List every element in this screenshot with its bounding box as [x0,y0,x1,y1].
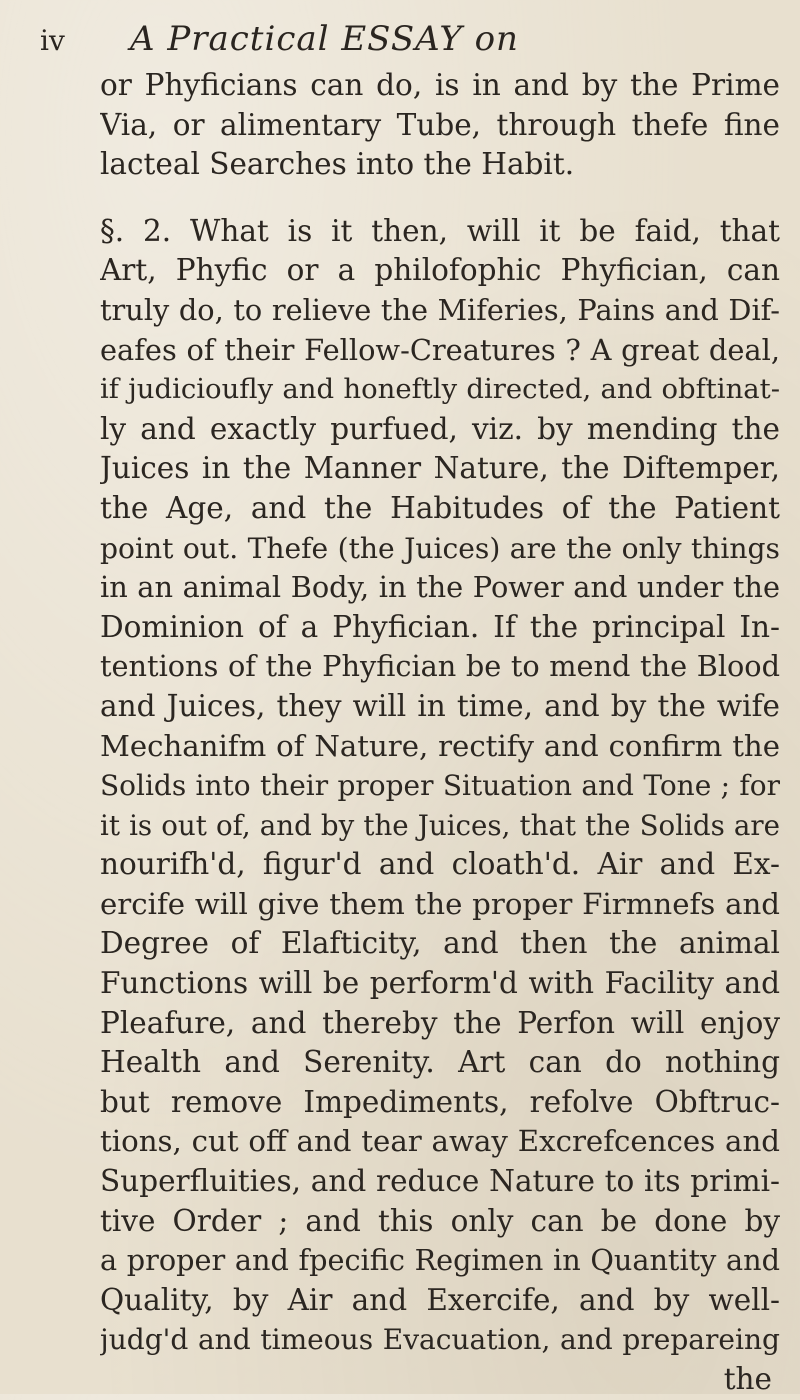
text-line: nourifh'd, figur'd and cloath'd. Air and Ex- [100,847,780,882]
text-line: §. 2. What is it then, will it be faid, that [100,213,780,248]
text-line: Pleafure, and thereby the Perfon will enjoy [100,1005,780,1040]
text-line: Via, or alimentary Tube, through thefe fine [100,107,780,142]
paragraph-gap [100,185,780,212]
text-line: if judicioufly and honeftly directed, and obftinat- [100,374,780,406]
text-line: Quality, by Air and Exercife, and by well- [100,1282,780,1317]
text-line: in an animal Body, in the Power and under the [100,570,780,605]
text-line: a proper and fpecific Regimen in Quantity and [100,1243,780,1278]
text-line: and Juices, they will in time, and by the wife [100,688,780,723]
text-line: Mechanifm of Nature, rectify and confirm the [100,728,780,763]
text-line: but remove Impediments, refolve Obftruc- [100,1084,780,1119]
body-text [100,66,780,1400]
text-line: tentions of the Phyfician be to mend the Blood [100,649,780,684]
paragraph-1 [100,66,780,185]
text-line: Degree of Elafticity, and then the animal [100,926,780,961]
text-line: Superfluities, and reduce Nature to its primi- [100,1164,780,1199]
text-line: Functions will be perform'd with Facility and [100,966,780,1001]
text-line: ercife will give them the proper Firmnefs and [100,886,780,921]
text-line: the Age, and the Habitudes of the Patient [100,490,780,525]
text-line: or Phyficians can do, is in and by the Prime [100,68,780,102]
text-line: Dominion of a Phyfician. If the principal In- [100,609,780,644]
text-line: tive Order ; and this only can be done by [100,1203,780,1238]
text-line: truly do, to relieve the Miferies, Pains and Dif- [100,292,780,327]
text-line: point out. Thefe (the Juices) are the only things [100,531,780,565]
running-head [40,14,760,64]
text-line: Health and Serenity. Art can do nothing [100,1045,780,1080]
running-title: A Practical ESSAY on [130,19,519,59]
page-number: iv [40,24,65,57]
catchword: the [723,1362,772,1396]
text-line: Solids into their proper Situation and Tone ; for [100,769,780,803]
text-line: eafes of their Fellow-Creatures ? A great deal, [100,332,780,367]
text-line: it is out of, and by the Juices, that the Solids are [100,808,780,842]
text-line: tions, cut off and tear away Excrefcences and [100,1124,780,1159]
paragraph-2 [100,212,780,1360]
text-line: judg'd and timeous Evacuation, and prepareing [100,1323,780,1357]
text-line: Art, Phyfic or a philofophic Phyfician, can [100,253,780,288]
text-line: lacteal Searches into the Habit. [100,147,575,182]
text-line: ly and exactly purfued, viz. by mending the [100,411,780,446]
text-line: Juices in the Manner Nature, the Diftemper, [100,451,780,486]
